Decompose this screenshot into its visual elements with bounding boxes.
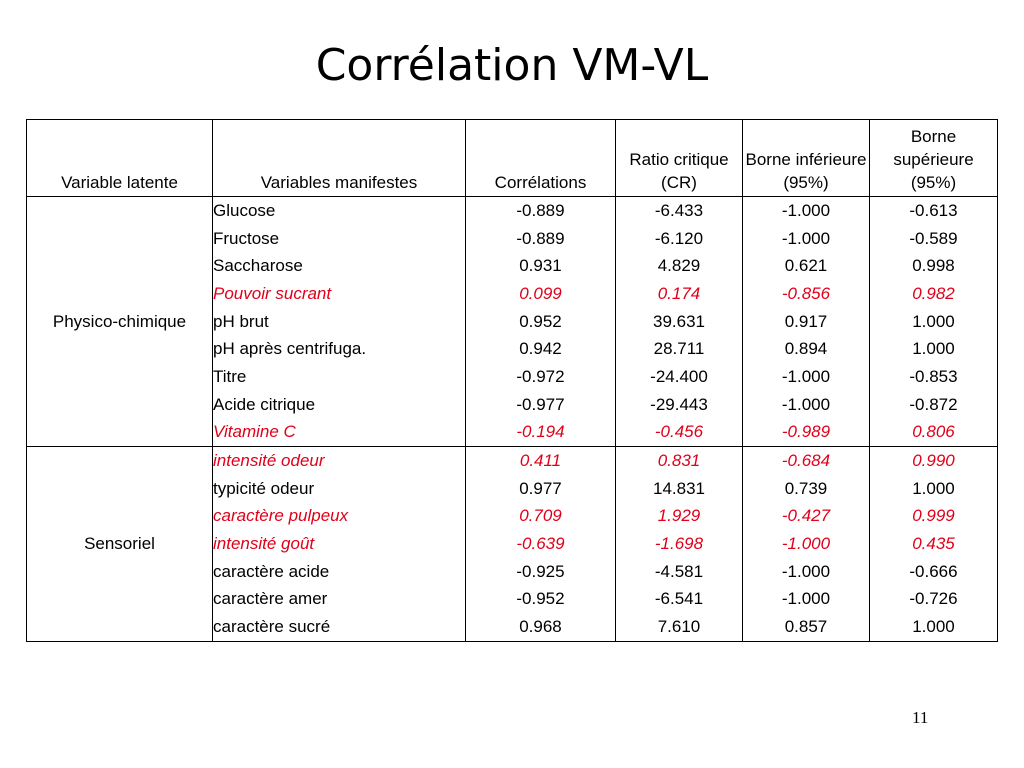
manifest-variable-cell: Vitamine C [213, 419, 466, 447]
lower-bound-cell: -1.000 [743, 558, 870, 586]
correlation-cell: 0.931 [466, 252, 616, 280]
critical-ratio-cell: -29.443 [616, 391, 743, 419]
critical-ratio-cell: 0.831 [616, 447, 743, 475]
lower-bound-cell: -1.000 [743, 197, 870, 225]
manifest-variable-cell: caractère sucré [213, 613, 466, 641]
manifest-variable-cell: Pouvoir sucrant [213, 280, 466, 308]
upper-bound-cell: -0.726 [870, 586, 998, 614]
critical-ratio-cell: 28.711 [616, 335, 743, 363]
table-row [27, 447, 998, 475]
correlation-table [26, 119, 998, 642]
manifest-variable-cell: caractère pulpeux [213, 503, 466, 531]
header-latent-variable: Variable latente [27, 120, 213, 197]
upper-bound-cell: -0.613 [870, 197, 998, 225]
correlation-cell: -0.952 [466, 586, 616, 614]
lower-bound-cell: -1.000 [743, 225, 870, 253]
lower-bound-cell: -0.427 [743, 503, 870, 531]
lower-bound-cell: 0.894 [743, 335, 870, 363]
manifest-variable-cell: Titre [213, 363, 466, 391]
upper-bound-cell: -0.872 [870, 391, 998, 419]
correlation-cell: 0.952 [466, 308, 616, 336]
upper-bound-cell: 0.990 [870, 447, 998, 475]
upper-bound-cell: 1.000 [870, 308, 998, 336]
manifest-variable-cell: Fructose [213, 225, 466, 253]
correlation-cell: 0.099 [466, 280, 616, 308]
manifest-variable-cell: pH brut [213, 308, 466, 336]
lower-bound-cell: 0.739 [743, 475, 870, 503]
manifest-variable-cell: caractère amer [213, 586, 466, 614]
table-row [27, 197, 998, 225]
correlation-cell: 0.968 [466, 613, 616, 641]
correlation-cell: -0.639 [466, 530, 616, 558]
critical-ratio-cell: -4.581 [616, 558, 743, 586]
manifest-variable-cell: pH après centrifuga. [213, 335, 466, 363]
lower-bound-cell: -0.989 [743, 419, 870, 447]
lower-bound-cell: 0.857 [743, 613, 870, 641]
header-lower-bound: Borne inférieure (95%) [743, 120, 870, 197]
lower-bound-cell: -0.684 [743, 447, 870, 475]
lower-bound-cell: 0.917 [743, 308, 870, 336]
correlation-cell: -0.889 [466, 225, 616, 253]
critical-ratio-cell: -6.120 [616, 225, 743, 253]
manifest-variable-cell: intensité odeur [213, 447, 466, 475]
upper-bound-cell: 0.435 [870, 530, 998, 558]
lower-bound-cell: -1.000 [743, 391, 870, 419]
critical-ratio-cell: -6.433 [616, 197, 743, 225]
header-critical-ratio: Ratio critique (CR) [616, 120, 743, 197]
critical-ratio-cell: -6.541 [616, 586, 743, 614]
upper-bound-cell: 1.000 [870, 613, 998, 641]
latent-variable-cell: Physico-chimique [27, 197, 213, 447]
slide-title: Corrélation VM-VL [315, 40, 709, 91]
correlation-cell: -0.972 [466, 363, 616, 391]
header-manifest-variables: Variables manifestes [213, 120, 466, 197]
critical-ratio-cell: 4.829 [616, 252, 743, 280]
critical-ratio-cell: -24.400 [616, 363, 743, 391]
critical-ratio-cell: 7.610 [616, 613, 743, 641]
lower-bound-cell: -1.000 [743, 363, 870, 391]
manifest-variable-cell: typicité odeur [213, 475, 466, 503]
correlation-cell: -0.925 [466, 558, 616, 586]
correlation-cell: -0.889 [466, 197, 616, 225]
manifest-variable-cell: Acide citrique [213, 391, 466, 419]
critical-ratio-cell: 1.929 [616, 503, 743, 531]
correlation-cell: 0.709 [466, 503, 616, 531]
table-header-row [27, 120, 998, 197]
correlation-cell: -0.977 [466, 391, 616, 419]
lower-bound-cell: -0.856 [743, 280, 870, 308]
correlation-cell: 0.411 [466, 447, 616, 475]
correlation-cell: -0.194 [466, 419, 616, 447]
lower-bound-cell: -1.000 [743, 586, 870, 614]
lower-bound-cell: -1.000 [743, 530, 870, 558]
upper-bound-cell: 0.806 [870, 419, 998, 447]
critical-ratio-cell: 0.174 [616, 280, 743, 308]
upper-bound-cell: -0.589 [870, 225, 998, 253]
upper-bound-cell: -0.666 [870, 558, 998, 586]
header-upper-bound: Borne supérieure (95%) [870, 120, 998, 197]
latent-variable-cell: Sensoriel [27, 447, 213, 642]
critical-ratio-cell: -0.456 [616, 419, 743, 447]
upper-bound-cell: 0.982 [870, 280, 998, 308]
manifest-variable-cell: Saccharose [213, 252, 466, 280]
lower-bound-cell: 0.621 [743, 252, 870, 280]
upper-bound-cell: -0.853 [870, 363, 998, 391]
upper-bound-cell: 1.000 [870, 335, 998, 363]
header-correlations: Corrélations [466, 120, 616, 197]
manifest-variable-cell: caractère acide [213, 558, 466, 586]
upper-bound-cell: 0.999 [870, 503, 998, 531]
table-body [27, 197, 998, 642]
critical-ratio-cell: 14.831 [616, 475, 743, 503]
manifest-variable-cell: Glucose [213, 197, 466, 225]
manifest-variable-cell: intensité goût [213, 530, 466, 558]
critical-ratio-cell: -1.698 [616, 530, 743, 558]
page-number: 11 [912, 708, 929, 727]
upper-bound-cell: 1.000 [870, 475, 998, 503]
critical-ratio-cell: 39.631 [616, 308, 743, 336]
correlation-cell: 0.977 [466, 475, 616, 503]
correlation-cell: 0.942 [466, 335, 616, 363]
upper-bound-cell: 0.998 [870, 252, 998, 280]
